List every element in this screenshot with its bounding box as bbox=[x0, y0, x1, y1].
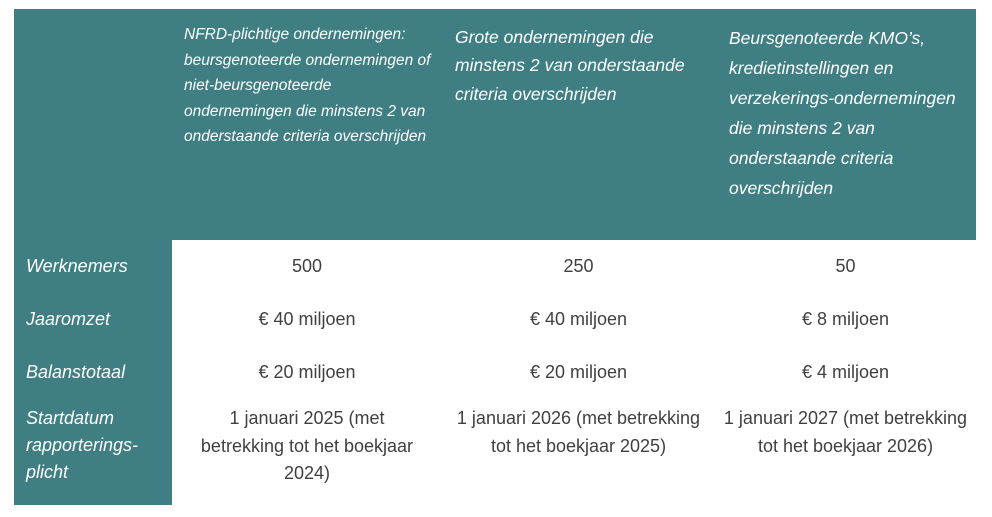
table-cell: 250 bbox=[563, 256, 594, 276]
table-cell: 50 bbox=[835, 256, 856, 276]
header-large-companies: Grote ondernemingen die minstens 2 van onderstaande criteria overschrijden bbox=[455, 27, 685, 104]
table-cell: 1 januari 2027 (met betrekking tot het boekjaar 2026) bbox=[723, 408, 968, 456]
table-cell: 500 bbox=[291, 256, 323, 276]
row-label-turnover: Jaaromzet bbox=[14, 293, 172, 346]
table-header bbox=[14, 9, 976, 240]
table-cell: 1 januari 2025 (met betrekking tot het boekjaar 2024) bbox=[200, 408, 414, 483]
table-cell: € 4 miljoen bbox=[801, 362, 890, 382]
table-row bbox=[14, 240, 976, 293]
row-label-start-date: Startdatum rapporterings-plicht bbox=[14, 399, 172, 505]
table-cell: € 40 miljoen bbox=[258, 309, 356, 329]
header-corner bbox=[14, 9, 172, 240]
table-cell: € 8 miljoen bbox=[801, 309, 890, 329]
header-listed-sme: Beursgenoteerde KMO’s, kredietinstellingen en verzekerings-ondernemingen die minstens 2 van onderstaande criteria overschrijden bbox=[729, 28, 956, 198]
table-cell: € 20 miljoen bbox=[529, 362, 628, 382]
table-cell: 1 januari 2026 (met betrekking tot het boekjaar 2025) bbox=[456, 408, 701, 456]
table-cell: € 20 miljoen bbox=[258, 362, 356, 382]
criteria-table bbox=[14, 9, 976, 505]
table-row bbox=[14, 399, 976, 505]
row-label-balance-total: Balanstotaal bbox=[14, 346, 172, 399]
table-row bbox=[14, 293, 976, 346]
header-nfrd: NFRD-plichtige ondernemingen: beursgenoteerde ondernemingen of niet-beursgenoteerde ondernemingen die minstens 2 van onderstaande criteria overschrijden bbox=[184, 26, 431, 146]
table-row bbox=[14, 346, 976, 399]
row-label-employees: Werknemers bbox=[14, 240, 172, 293]
table-cell: € 40 miljoen bbox=[529, 309, 628, 329]
